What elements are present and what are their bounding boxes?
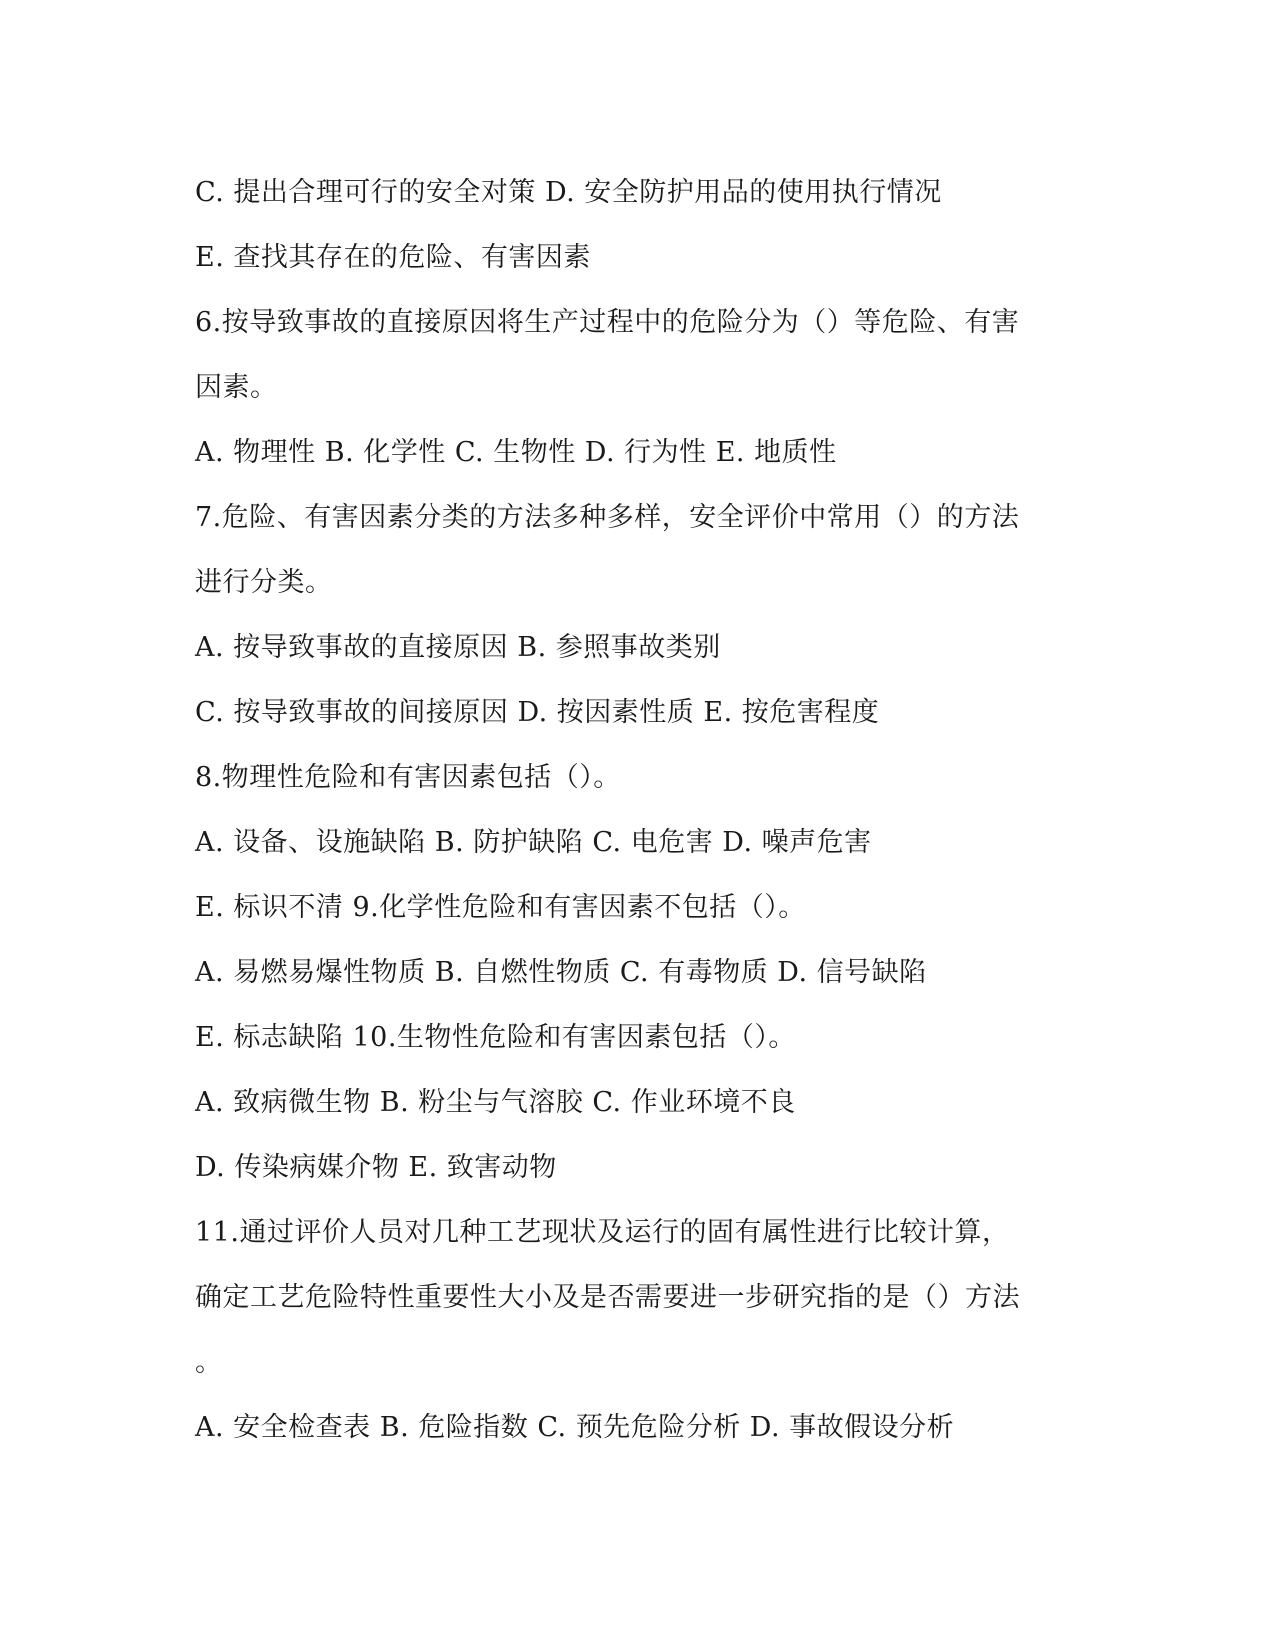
question-10-options-a-c: A. 致病微生物 B. 粉尘与气溶胶 C. 作业环境不良 (195, 1087, 796, 1118)
question-10-options-d-e: D. 传染病媒介物 E. 致害动物 (195, 1152, 557, 1183)
question-6-options: A. 物理性 B. 化学性 C. 生物性 D. 行为性 E. 地质性 (195, 437, 837, 468)
document-body (195, 160, 1095, 1460)
question-7-options-a-b: A. 按导致事故的直接原因 B. 参照事故类别 (195, 632, 721, 663)
question-8-option-e-and-question-9: E. 标识不清 9.化学性危险和有害因素不包括（）。 (195, 892, 806, 923)
question-8-text: 8.物理性危险和有害因素包括（）。 (195, 762, 621, 793)
question-7-line-1: 7.危险、有害因素分类的方法多种多样，安全评价中常用（）的方法 (195, 502, 1020, 533)
question-9-option-e-and-question-10: E. 标志缺陷 10.生物性危险和有害因素包括（）。 (195, 1022, 796, 1053)
question-7-options-c-e: C. 按导致事故的间接原因 D. 按因素性质 E. 按危害程度 (195, 697, 880, 728)
question-6-line-1: 6.按导致事故的直接原因将生产过程中的危险分为（）等危险、有害 (195, 307, 1020, 338)
question-11-line-1: 11.通过评价人员对几种工艺现状及运行的固有属性进行比较计算， (195, 1217, 1010, 1248)
option-line-c-d: C. 提出合理可行的安全对策 D. 安全防护用品的使用执行情况 (195, 177, 942, 208)
question-6-line-2: 因素。 (195, 372, 278, 403)
question-11-line-2: 确定工艺危险特性重要性大小及是否需要进一步研究指的是（）方法 (195, 1282, 1020, 1313)
option-line-e: E. 查找其存在的危险、有害因素 (195, 242, 591, 273)
question-11-line-3: 。 (195, 1347, 223, 1378)
question-11-options: A. 安全检查表 B. 危险指数 C. 预先危险分析 D. 事故假设分析 (195, 1412, 955, 1443)
question-7-line-2: 进行分类。 (195, 567, 333, 598)
question-8-options-a-d: A. 设备、设施缺陷 B. 防护缺陷 C. 电危害 D. 噪声危害 (195, 827, 872, 858)
question-9-options-a-d: A. 易燃易爆性物质 B. 自燃性物质 C. 有毒物质 D. 信号缺陷 (195, 957, 927, 988)
